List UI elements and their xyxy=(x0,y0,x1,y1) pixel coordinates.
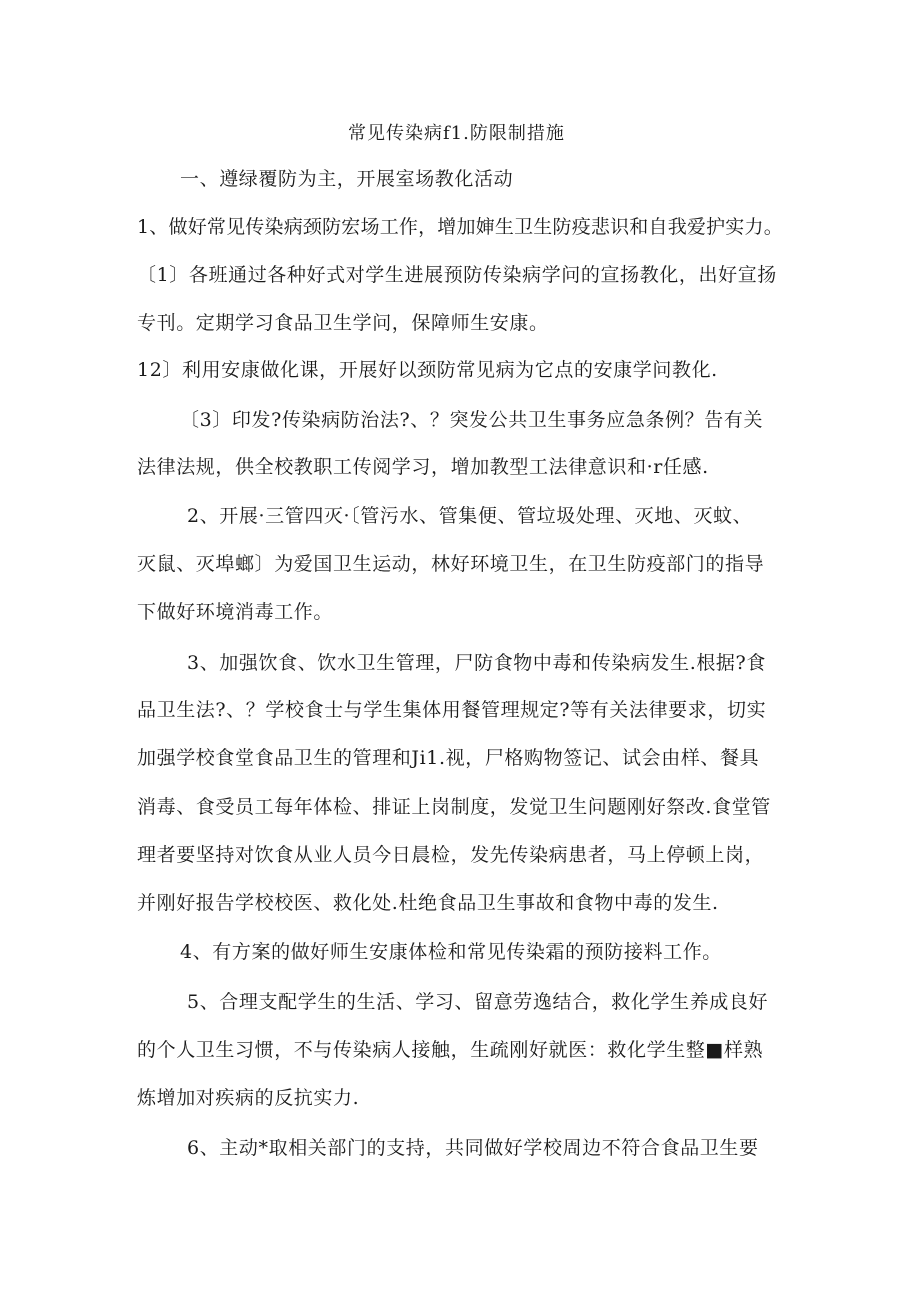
paragraph-item-1-1: 〔1〕各班通过各种好式对学生进展预防传染病学问的宣扬教化，出好宣扬 xyxy=(137,264,777,286)
paragraph-item-6: 6、主动*取相关部门的支持，共同做好学校周边不符合食品卫生要 xyxy=(187,1137,759,1159)
document-title: 常见传染病f1.防限制措施 xyxy=(348,123,565,144)
paragraph-item-5-cont-1: 的个人卫生习惯，不与传染病人接触，生疏刚好就医：救化学生整■样熟 xyxy=(137,1039,764,1061)
paragraph-item-3-cont-5: 并刚好报告学校校医、救化处.杜绝食品卫生事故和食物中毒的发生. xyxy=(137,892,719,914)
paragraph-item-3-cont-1: 品卫生法?、？学校食士与学生集体用餐管理规定?等有关法律要求，切实 xyxy=(137,699,767,721)
paragraph-item-2-cont-1: 灭鼠、灭埠螂〕为爱国卫生运动，林好环境卫生，在卫生防疫部门的指导 xyxy=(137,553,765,575)
paragraph-item-3: 3、加强饮食、饮水卫生管理，尸防食物中毒和传染病发生.根据?食 xyxy=(187,652,766,674)
paragraph-item-3-cont-4: 理者要坚持对饮食从业人员今日晨检，发先传染病患者，马上停顿上岗， xyxy=(137,844,765,866)
paragraph-item-1-2: 12〕利用安康做化课，开展好以颈防常见病为它点的安康学问教化. xyxy=(137,359,718,381)
paragraph-item-2-cont-2: 下做好环境消毒工作。 xyxy=(137,601,334,623)
paragraph-item-1: 1、做好常见传染病颈防宏场工作，增加婶生卫生防疫悲识和自我爱护实力。 xyxy=(137,216,783,238)
paragraph-item-1-3-cont: 法律法规，供全校教职工传阅学习，增加教型工法律意识和·r任感. xyxy=(137,456,709,478)
paragraph-item-5-cont-2: 炼增加对疾病的反抗实力. xyxy=(137,1087,360,1109)
paragraph-item-4: 4、有方案的做好师生安康体检和常见传染霜的预防接料工作。 xyxy=(180,941,722,963)
section-heading: 一、遵绿覆防为主，开展室场教化活动 xyxy=(180,168,514,190)
paragraph-item-3-cont-3: 消毒、食受员工每年体检、排证上岗制度，发觉卫生问题刚好祭改.食堂管 xyxy=(137,796,771,818)
paragraph-item-1-3: 〔3〕印发?传染病防治法?、？突发公共卫生事务应急条例？告有关 xyxy=(180,409,764,431)
paragraph-item-5: 5、合理支配学生的生活、学习、留意劳逸结合，救化学生养成良好 xyxy=(187,991,769,1013)
paragraph-item-1-1-cont: 专刊。定期学习食品卫生学问，保障师生安康。 xyxy=(137,312,549,334)
paragraph-item-3-cont-2: 加强学校食堂食品卫生的管理和Ji1.视，尸格购物签记、试会由样、餐具 xyxy=(137,747,760,769)
paragraph-item-2: 2、开展·三管四灭·〔管污水、管集便、管垃圾处理、灭地、灭蚊、 xyxy=(187,505,753,527)
